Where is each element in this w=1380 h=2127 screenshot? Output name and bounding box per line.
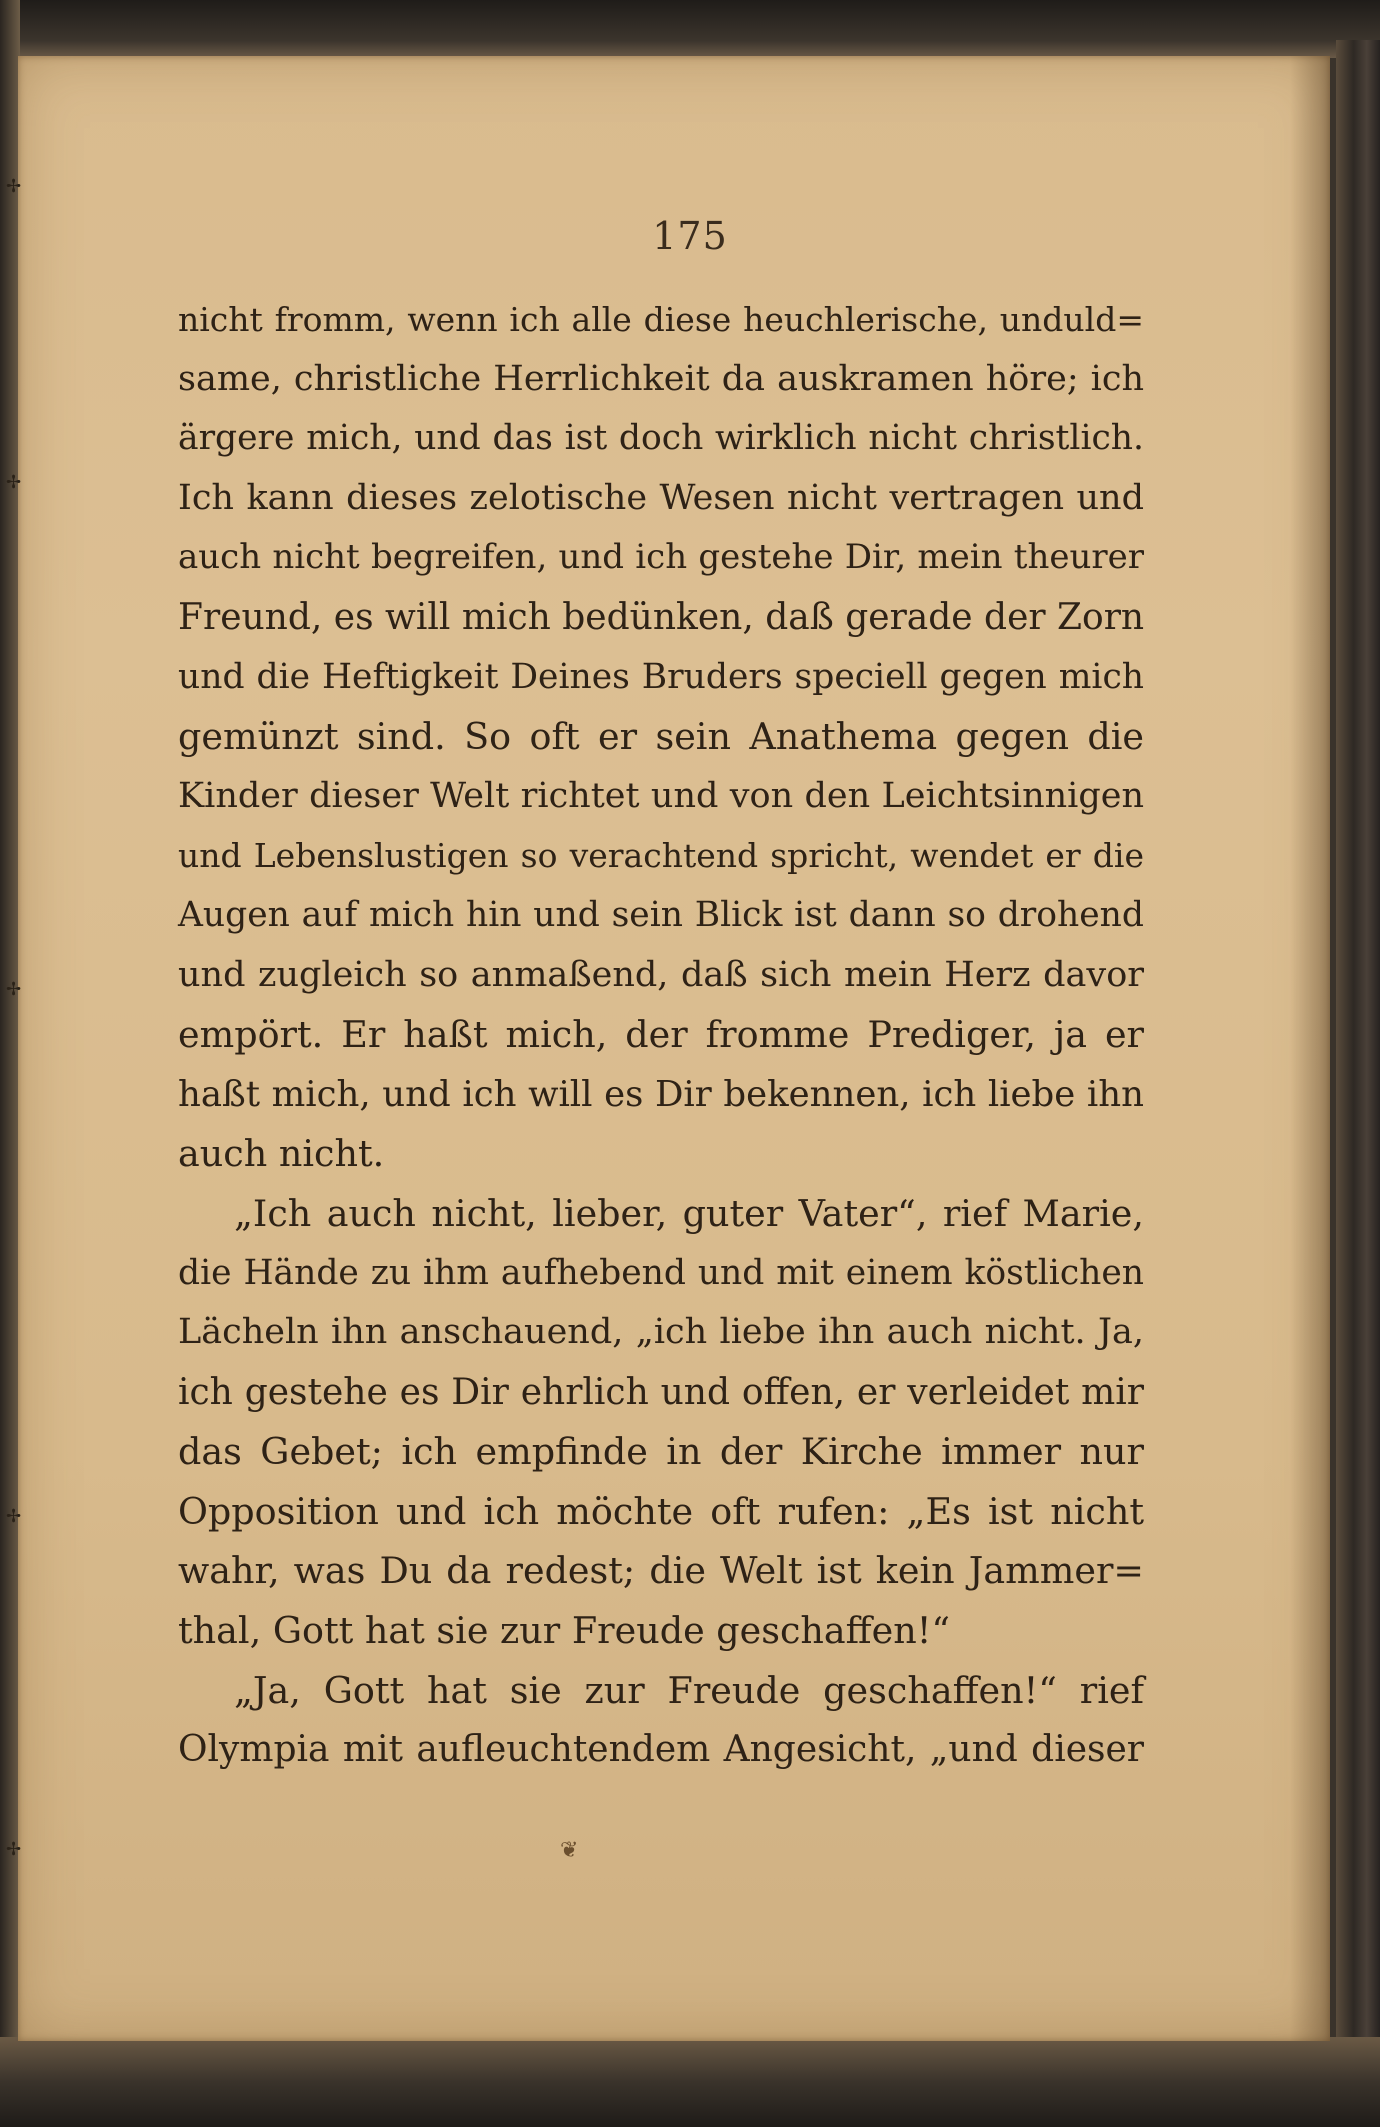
text-line: empört. Er haßt mich, der fromme Prediger, ja er bbox=[178, 1013, 1144, 1057]
text-line: Augen auf mich hin und sein Blick ist dann so drohend bbox=[178, 894, 1144, 935]
text-line: Freund, es will mich bedünken, daß gerade der Zorn bbox=[178, 596, 1145, 638]
binding-stitch-icon: ✢ bbox=[6, 1839, 22, 1860]
paragraph-3 bbox=[178, 1661, 1144, 1780]
paragraph-2 bbox=[178, 1184, 1144, 1661]
text-line: das Gebet; ich empfinde in der Kirche immer nur bbox=[178, 1430, 1144, 1474]
binding-stitch-icon: ✢ bbox=[6, 176, 22, 197]
page-body-text bbox=[178, 290, 1144, 1780]
page-number: 175 bbox=[652, 214, 728, 258]
text-line: same, christliche Herrlichkeit da auskramen höre; ich bbox=[178, 358, 1144, 399]
text-line: gemünzt sind. So oft er sein Anathema gegen die bbox=[178, 715, 1144, 759]
text-line: auch nicht. bbox=[178, 1132, 385, 1176]
text-line: Opposition und ich möchte oft rufen: „Es ist nicht bbox=[178, 1489, 1144, 1533]
text-line: und Lebenslustigen so verachtend spricht, wendet er die bbox=[178, 836, 1144, 876]
text-line: nicht fromm, wenn ich alle diese heuchlerische, unduld= bbox=[178, 300, 1144, 339]
text-line: und zugleich so anmaßend, daß sich mein Herz davor bbox=[178, 954, 1144, 995]
binding-stitch-icon: ✢ bbox=[6, 979, 22, 1000]
text-line: und die Heftigkeit Deines Bruders speciell gegen mich bbox=[178, 656, 1144, 697]
printer-ornament-icon: ❦ bbox=[560, 1838, 579, 1863]
text-line: ich gestehe es Dir ehrlich und offen, er verleidet mir bbox=[178, 1371, 1144, 1413]
binding-stitch-icon: ✢ bbox=[6, 1506, 22, 1527]
text-line: „Ja, Gott hat sie zur Freude geschaffen!“ rief bbox=[234, 1668, 1144, 1712]
top-book-edge bbox=[0, 0, 1380, 58]
text-line: wahr, was Du da redest; die Welt ist kein Jammer= bbox=[178, 1549, 1144, 1593]
text-line: Lächeln ihn anschauend, „ich liebe ihn auch nicht. Ja, bbox=[178, 1312, 1144, 1353]
left-binding-edge bbox=[0, 0, 20, 2127]
text-line: „Ich auch nicht, lieber, guter Vater“, rief Marie, bbox=[234, 1191, 1144, 1235]
binding-stitch-icon: ✢ bbox=[6, 472, 22, 493]
text-line: ärgere mich, und das ist doch wirklich nicht christlich. bbox=[178, 418, 1144, 459]
right-cover-edge bbox=[1336, 40, 1380, 2100]
text-line: Kinder dieser Welt richtet und von den Leichtsinnigen bbox=[178, 775, 1144, 816]
text-line: die Hände zu ihm aufhebend und mit einem köstlichen bbox=[178, 1252, 1144, 1293]
text-line: thal, Gott hat sie zur Freude geschaffen!“ bbox=[178, 1609, 951, 1653]
text-line: auch nicht begreifen, und ich gestehe Dir, mein theurer bbox=[178, 537, 1144, 578]
text-line: Ich kann dieses zelotische Wesen nicht vertragen und bbox=[178, 477, 1144, 518]
text-line: haßt mich, und ich will es Dir bekennen, ich liebe ihn bbox=[178, 1073, 1144, 1115]
bottom-book-edge bbox=[0, 2037, 1380, 2127]
paragraph-1 bbox=[178, 290, 1144, 1184]
text-line: Olympia mit aufleuchtendem Angesicht, „und dieser bbox=[178, 1729, 1144, 1771]
